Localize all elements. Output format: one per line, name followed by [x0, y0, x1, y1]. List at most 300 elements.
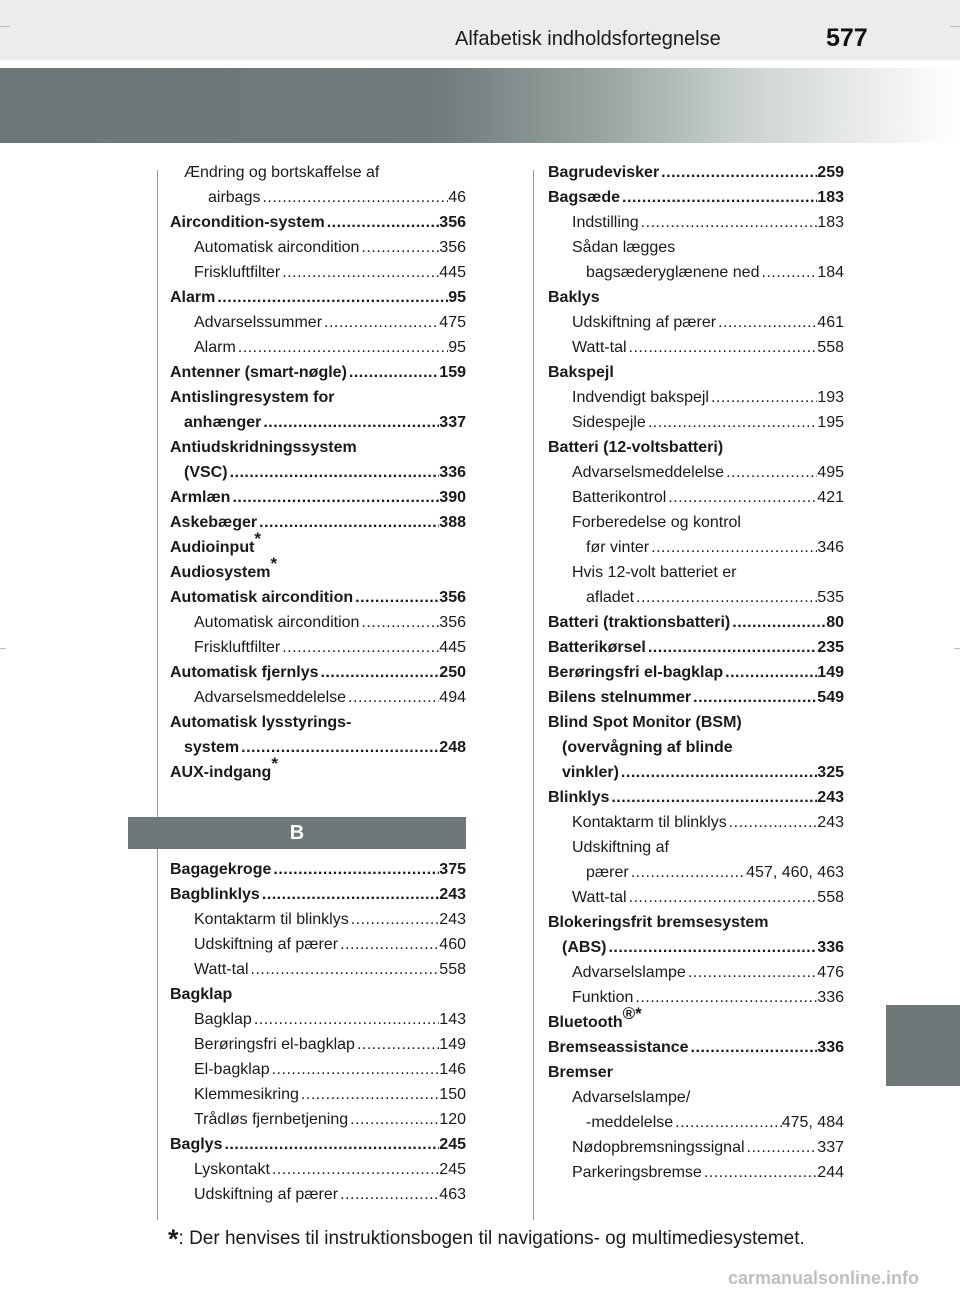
- index-entry-text: (VSC): [184, 464, 228, 481]
- index-entry-text: Udskiftning af: [572, 839, 669, 856]
- footnote: [168, 1220, 805, 1254]
- index-entry: [548, 910, 844, 935]
- dot-leader: [634, 585, 817, 610]
- dot-leader: [724, 460, 817, 485]
- index-entry-text: Parkeringsbremse: [572, 1164, 702, 1181]
- index-entry: [170, 460, 466, 485]
- index-entry-text: Bagblinklys: [170, 886, 260, 903]
- index-entry-page: 356: [439, 239, 466, 256]
- index-entry-page: 325: [817, 764, 844, 781]
- index-entry: [170, 982, 466, 1007]
- dot-leader: [325, 210, 440, 235]
- index-entry-text: Armlæn: [170, 489, 231, 506]
- index-entry-text: AUX-indgang: [170, 764, 272, 781]
- index-entry-text: Blinklys: [548, 789, 610, 806]
- index-entry-page: 337: [817, 1139, 844, 1156]
- index-entry: [548, 1135, 844, 1160]
- dot-leader: [702, 1160, 817, 1185]
- index-list-b: [170, 857, 466, 1207]
- index-entry: [170, 260, 466, 285]
- index-entry-text: afladet: [586, 589, 635, 606]
- index-entry-text: Funktion: [572, 989, 634, 1006]
- footnote-text: : Der henvises til instruktionsbogen til navigations- og multimediesystemet.: [178, 1228, 805, 1249]
- dot-leader: [338, 1182, 439, 1207]
- index-entry-page: 460: [439, 936, 466, 953]
- dot-leader: [215, 285, 448, 310]
- index-entry: [548, 585, 844, 610]
- index-entry: [548, 435, 844, 460]
- index-entry-text: Baklys: [548, 289, 600, 306]
- index-entry-text: Berøringsfri el-bagklap: [194, 1036, 355, 1053]
- index-entry-text: Audioinput: [170, 539, 255, 556]
- index-entry: [170, 735, 466, 760]
- footnote-marker: *: [270, 553, 278, 573]
- index-entry-page: 146: [439, 1061, 466, 1078]
- index-entry-page: 457, 460, 463: [746, 864, 844, 881]
- index-entry-text: Batteri (traktionsbatteri): [548, 614, 731, 631]
- index-entry-page: 388: [439, 514, 466, 531]
- index-entry-text: Automatisk aircondition: [194, 614, 360, 631]
- dot-leader: [260, 882, 439, 907]
- index-entry: [170, 1132, 466, 1157]
- index-entry-page: 235: [817, 639, 844, 656]
- index-entry: [170, 932, 466, 957]
- index-entry: [548, 610, 844, 635]
- index-entry: [170, 753, 466, 785]
- index-entry: [170, 285, 466, 310]
- index-entry-page: 243: [439, 886, 466, 903]
- index-entry: [548, 760, 844, 785]
- index-entry: [548, 985, 844, 1010]
- crop-mark: [954, 648, 960, 649]
- crop-mark: [0, 648, 6, 649]
- dot-leader: [299, 1082, 439, 1107]
- index-entry: [170, 235, 466, 260]
- dot-leader: [349, 907, 440, 932]
- index-entry: [548, 160, 844, 185]
- index-entry: [170, 528, 466, 560]
- index-entry: [170, 1182, 466, 1207]
- dot-leader: [257, 510, 439, 535]
- footnote-star: *: [168, 1224, 179, 1254]
- index-entry: [170, 635, 466, 660]
- index-entry-page: 346: [817, 539, 844, 556]
- index-entry-text: (ABS): [562, 939, 607, 956]
- crop-mark: [950, 26, 960, 27]
- index-entry-page: 558: [439, 961, 466, 978]
- index-entry-text: Bluetooth: [548, 1014, 623, 1031]
- column-rule-right: [533, 170, 534, 1220]
- index-entry: [548, 460, 844, 485]
- index-entry: [548, 310, 844, 335]
- index-entry-page: 390: [439, 489, 466, 506]
- index-entry: [548, 285, 844, 310]
- index-entry-text: Advarselsmeddelelse: [194, 689, 347, 706]
- index-entry: [170, 210, 466, 235]
- index-entry-page: 421: [817, 489, 844, 506]
- index-entry-text: Automatisk lysstyrings-: [170, 714, 352, 731]
- dot-leader: [627, 335, 818, 360]
- index-entry-text: Trådløs fjernbetjening: [194, 1111, 349, 1128]
- index-entry-page: 183: [817, 189, 844, 206]
- index-entry: [548, 635, 844, 660]
- dot-leader: [649, 535, 817, 560]
- index-entry-text: Bremser: [548, 1064, 613, 1081]
- dot-leader: [689, 1035, 818, 1060]
- index-entry-text: Bremseassistance: [548, 1039, 689, 1056]
- index-entry-page: 95: [448, 289, 466, 306]
- index-entry: [548, 1035, 844, 1060]
- index-entry-page: 46: [448, 189, 466, 206]
- index-entry-page: 243: [817, 789, 844, 806]
- index-entry: [170, 385, 466, 410]
- dot-leader: [727, 810, 818, 835]
- index-entry-text: Antenner (smart-nøgle): [170, 364, 347, 381]
- index-entry-text: Udskiftning af pærer: [194, 936, 339, 953]
- page-number: 577: [826, 24, 868, 52]
- decorative-header-band: [0, 68, 960, 143]
- index-entry: [548, 860, 844, 885]
- index-entry-text: vinkler): [562, 764, 619, 781]
- index-entry-page: 159: [439, 364, 466, 381]
- index-entry-text: Sådan lægges: [572, 239, 676, 256]
- dot-leader: [230, 485, 439, 510]
- index-entry: [170, 585, 466, 610]
- dot-leader: [691, 685, 817, 710]
- index-entry-page: 375: [439, 861, 466, 878]
- index-entry-text: Bagrudevisker: [548, 164, 660, 181]
- index-entry-text: Audiosystem: [170, 564, 271, 581]
- index-entry-page: 149: [439, 1036, 466, 1053]
- index-entry-text: -meddelelse: [586, 1114, 674, 1131]
- index-entry-text: Advarselssummer: [194, 314, 323, 331]
- index-entry-text: Automatisk aircondition: [170, 589, 354, 606]
- section-letter-b: B: [128, 817, 466, 849]
- index-entry-text: Lyskontakt: [194, 1161, 270, 1178]
- index-entry-page: 248: [439, 739, 466, 756]
- index-entry-page: 150: [439, 1086, 466, 1103]
- index-entry-text: (overvågning af blinde: [562, 739, 733, 756]
- index-entry: [548, 960, 844, 985]
- index-entry-page: 243: [817, 814, 844, 831]
- index-entry-page: 336: [817, 939, 844, 956]
- index-entry-text: Bagsæde: [548, 189, 621, 206]
- index-entry-page: 184: [817, 264, 844, 281]
- index-entry: [170, 610, 466, 635]
- dot-leader: [629, 860, 746, 885]
- index-entry: [170, 485, 466, 510]
- index-entry: [548, 885, 844, 910]
- dot-leader: [353, 585, 439, 610]
- index-entry-text: Ændring og bortskaffelse af: [184, 164, 380, 181]
- index-entry-text: Sidespejle: [572, 414, 646, 431]
- index-entry: [548, 210, 844, 235]
- index-entry: [170, 1057, 466, 1082]
- index-entry-text: Askebæger: [170, 514, 258, 531]
- dot-leader: [646, 635, 817, 660]
- index-entry: [548, 685, 844, 710]
- dot-leader: [606, 935, 817, 960]
- index-entry-page: 195: [817, 414, 844, 431]
- index-entry-page: 245: [439, 1161, 466, 1178]
- index-entry-text: airbags: [208, 189, 261, 206]
- footnote-marker: ®*: [622, 1003, 642, 1023]
- index-entry-text: Advarselsmeddelelse: [572, 464, 725, 481]
- index-entry-text: Blind Spot Monitor (BSM): [548, 714, 742, 731]
- index-entry: [170, 435, 466, 460]
- index-entry-page: 558: [817, 889, 844, 906]
- index-entry: [170, 410, 466, 435]
- index-entry: [548, 260, 844, 285]
- index-entry-text: Aircondition-system: [170, 214, 325, 231]
- index-entry-text: Hvis 12-volt batteriet er: [572, 564, 737, 581]
- dot-leader: [730, 610, 826, 635]
- index-entry-page: 250: [439, 664, 466, 681]
- dot-leader: [228, 460, 440, 485]
- index-entry: [548, 410, 844, 435]
- index-entry: [170, 957, 466, 982]
- index-entry-text: anhænger: [184, 414, 262, 431]
- index-entry-page: 143: [439, 1011, 466, 1028]
- dot-leader: [609, 785, 817, 810]
- index-entry: [170, 1032, 466, 1057]
- index-entry: [170, 335, 466, 360]
- index-entry-page: 475: [439, 314, 466, 331]
- index-entry-text: Batterikontrol: [572, 489, 667, 506]
- index-entry-text: Automatisk aircondition: [194, 239, 360, 256]
- index-entry-text: bagsæderyglænene ned: [586, 264, 760, 281]
- crop-mark: [0, 26, 10, 27]
- index-entry: [170, 185, 466, 210]
- dot-leader: [759, 260, 817, 285]
- dot-leader: [270, 1157, 439, 1182]
- dot-leader: [322, 310, 439, 335]
- index-entry-page: 244: [817, 1164, 844, 1181]
- index-entry-text: Alarm: [194, 339, 236, 356]
- index-entry: [548, 1003, 844, 1035]
- index-entry-page: 95: [448, 339, 466, 356]
- page-header-title: Alfabetisk indholdsfortegnelse: [455, 28, 721, 50]
- index-entry-page: 336: [439, 464, 466, 481]
- index-entry-text: Indstilling: [572, 214, 639, 231]
- index-entry: [170, 685, 466, 710]
- index-entry: [548, 535, 844, 560]
- index-entry-page: 336: [817, 1039, 844, 1056]
- dot-leader: [222, 1132, 439, 1157]
- index-entry-text: Bagklap: [170, 986, 233, 1003]
- dot-leader: [359, 610, 439, 635]
- index-entry-text: Indvendigt bakspejl: [572, 389, 709, 406]
- index-entry-text: Antiudskridningssystem: [170, 439, 357, 456]
- index-entry: [548, 560, 844, 585]
- dot-leader: [271, 857, 439, 882]
- index-entry-page: 337: [439, 414, 466, 431]
- dot-leader: [627, 885, 818, 910]
- index-entry-text: før vinter: [586, 539, 650, 556]
- index-entry: [170, 1007, 466, 1032]
- index-entry-text: Kontaktarm til blinklys: [572, 814, 727, 831]
- index-entry-text: Alarm: [170, 289, 216, 306]
- index-entry: [170, 1082, 466, 1107]
- index-entry-text: Forberedelse og kontrol: [572, 514, 741, 531]
- index-list-a: [170, 160, 466, 785]
- index-entry: [170, 553, 466, 585]
- index-entry: [170, 1107, 466, 1132]
- dot-leader: [745, 1135, 818, 1160]
- index-entry-page: 336: [817, 989, 844, 1006]
- dot-leader: [338, 932, 439, 957]
- index-column-left: [170, 160, 466, 1207]
- index-entry: [548, 335, 844, 360]
- index-entry: [548, 935, 844, 960]
- index-entry-text: Blokeringsfrit bremsesystem: [548, 914, 769, 931]
- chapter-tab: [886, 1005, 960, 1086]
- index-entry-text: Udskiftning af pærer: [572, 314, 717, 331]
- index-entry-page: 558: [817, 339, 844, 356]
- dot-leader: [346, 685, 439, 710]
- footnote-marker: *: [254, 528, 262, 548]
- index-entry-text: Watt-tal: [572, 889, 627, 906]
- dot-leader: [239, 735, 439, 760]
- index-entry-page: 193: [817, 389, 844, 406]
- dot-leader: [260, 185, 448, 210]
- index-entry-text: Batterikørsel: [548, 639, 646, 656]
- dot-leader: [619, 760, 817, 785]
- index-entry-text: Bilens stelnummer: [548, 689, 692, 706]
- dot-leader: [348, 1107, 439, 1132]
- index-entry: [170, 360, 466, 385]
- dot-leader: [280, 635, 439, 660]
- index-entry-text: Nødopbremsningssignal: [572, 1139, 745, 1156]
- dot-leader: [686, 960, 817, 985]
- index-entry: [548, 810, 844, 835]
- index-entry: [548, 1110, 844, 1135]
- index-entry-page: 549: [817, 689, 844, 706]
- index-entry: [548, 1160, 844, 1185]
- index-column-right: [548, 160, 844, 1185]
- index-entry-page: 445: [439, 264, 466, 281]
- index-entry-text: Watt-tal: [572, 339, 627, 356]
- index-entry-text: Klemmesikring: [194, 1086, 299, 1103]
- dot-leader: [236, 335, 448, 360]
- footnote-marker: *: [271, 753, 278, 773]
- index-entry-text: Bagagekroge: [170, 861, 272, 878]
- dot-leader: [633, 985, 817, 1010]
- dot-leader: [359, 235, 439, 260]
- index-entry: [170, 857, 466, 882]
- dot-leader: [270, 1057, 440, 1082]
- index-entry-text: Batteri (12-voltsbatteri): [548, 439, 724, 456]
- index-entry: [548, 510, 844, 535]
- index-entry: [548, 1085, 844, 1110]
- dot-leader: [252, 1007, 439, 1032]
- index-entry-text: Berøringsfri el-bagklap: [548, 664, 724, 681]
- index-entry-page: 149: [817, 664, 844, 681]
- index-entry-text: Antislingresystem for: [170, 389, 335, 406]
- index-entry: [170, 310, 466, 335]
- dot-leader: [620, 185, 817, 210]
- index-list-right: [548, 160, 844, 1185]
- dot-leader: [318, 660, 439, 685]
- index-entry: [170, 660, 466, 685]
- index-entry-text: Baglys: [170, 1136, 223, 1153]
- index-entry-page: 475, 484: [781, 1114, 844, 1131]
- watermark: carmanualsonline.info: [728, 1268, 920, 1288]
- dot-leader: [666, 485, 817, 510]
- index-entry-text: Udskiftning af pærer: [194, 1186, 339, 1203]
- index-entry-page: 494: [439, 689, 466, 706]
- column-rule-left: [157, 170, 158, 1220]
- index-entry: [548, 485, 844, 510]
- dot-leader: [249, 957, 440, 982]
- index-entry: [548, 735, 844, 760]
- index-entry-text: Friskluftfilter: [194, 264, 281, 281]
- index-entry-text: Advarselslampe: [572, 964, 686, 981]
- index-entry-page: 463: [439, 1186, 466, 1203]
- index-entry-page: 356: [439, 589, 466, 606]
- index-entry: [548, 660, 844, 685]
- dot-leader: [347, 360, 439, 385]
- index-entry: [548, 385, 844, 410]
- dot-leader: [659, 160, 817, 185]
- index-entry-page: 243: [439, 911, 466, 928]
- index-entry: [170, 510, 466, 535]
- dot-leader: [716, 310, 817, 335]
- index-entry-page: 183: [817, 214, 844, 231]
- dot-leader: [646, 410, 817, 435]
- dot-leader: [355, 1032, 439, 1057]
- index-entry-text: pærer: [586, 864, 629, 881]
- index-entry-text: Kontaktarm til blinklys: [194, 911, 349, 928]
- index-entry: [548, 235, 844, 260]
- index-entry-page: 535: [817, 589, 844, 606]
- index-entry: [170, 882, 466, 907]
- index-entry-text: Bakspejl: [548, 364, 614, 381]
- index-entry: [170, 907, 466, 932]
- index-entry: [548, 710, 844, 735]
- index-entry-page: 356: [439, 214, 466, 231]
- index-entry: [548, 785, 844, 810]
- index-entry: [548, 1060, 844, 1085]
- index-entry-page: 120: [439, 1111, 466, 1128]
- dot-leader: [261, 410, 439, 435]
- index-entry-page: 245: [439, 1136, 466, 1153]
- index-entry: [170, 1157, 466, 1182]
- index-entry: [170, 160, 466, 185]
- index-entry: [548, 185, 844, 210]
- dot-leader: [709, 385, 817, 410]
- index-entry-page: 461: [817, 314, 844, 331]
- index-entry: [170, 710, 466, 735]
- dot-leader: [639, 210, 818, 235]
- index-entry-text: Advarselslampe/: [572, 1089, 691, 1106]
- index-entry-text: Watt-tal: [194, 961, 249, 978]
- index-entry-text: Bagklap: [194, 1011, 252, 1028]
- index-entry-page: 476: [817, 964, 844, 981]
- index-entry-text: Automatisk fjernlys: [170, 664, 319, 681]
- index-entry-page: 259: [817, 164, 844, 181]
- dot-leader: [723, 660, 817, 685]
- dot-leader: [673, 1110, 782, 1135]
- index-entry-text: Friskluftfilter: [194, 639, 281, 656]
- index-entry-text: El-bagklap: [194, 1061, 270, 1078]
- index-entry: [548, 360, 844, 385]
- index-entry-page: 356: [439, 614, 466, 631]
- dot-leader: [280, 260, 439, 285]
- index-entry-text: system: [184, 739, 240, 756]
- index-entry-page: 495: [817, 464, 844, 481]
- index-entry-page: 445: [439, 639, 466, 656]
